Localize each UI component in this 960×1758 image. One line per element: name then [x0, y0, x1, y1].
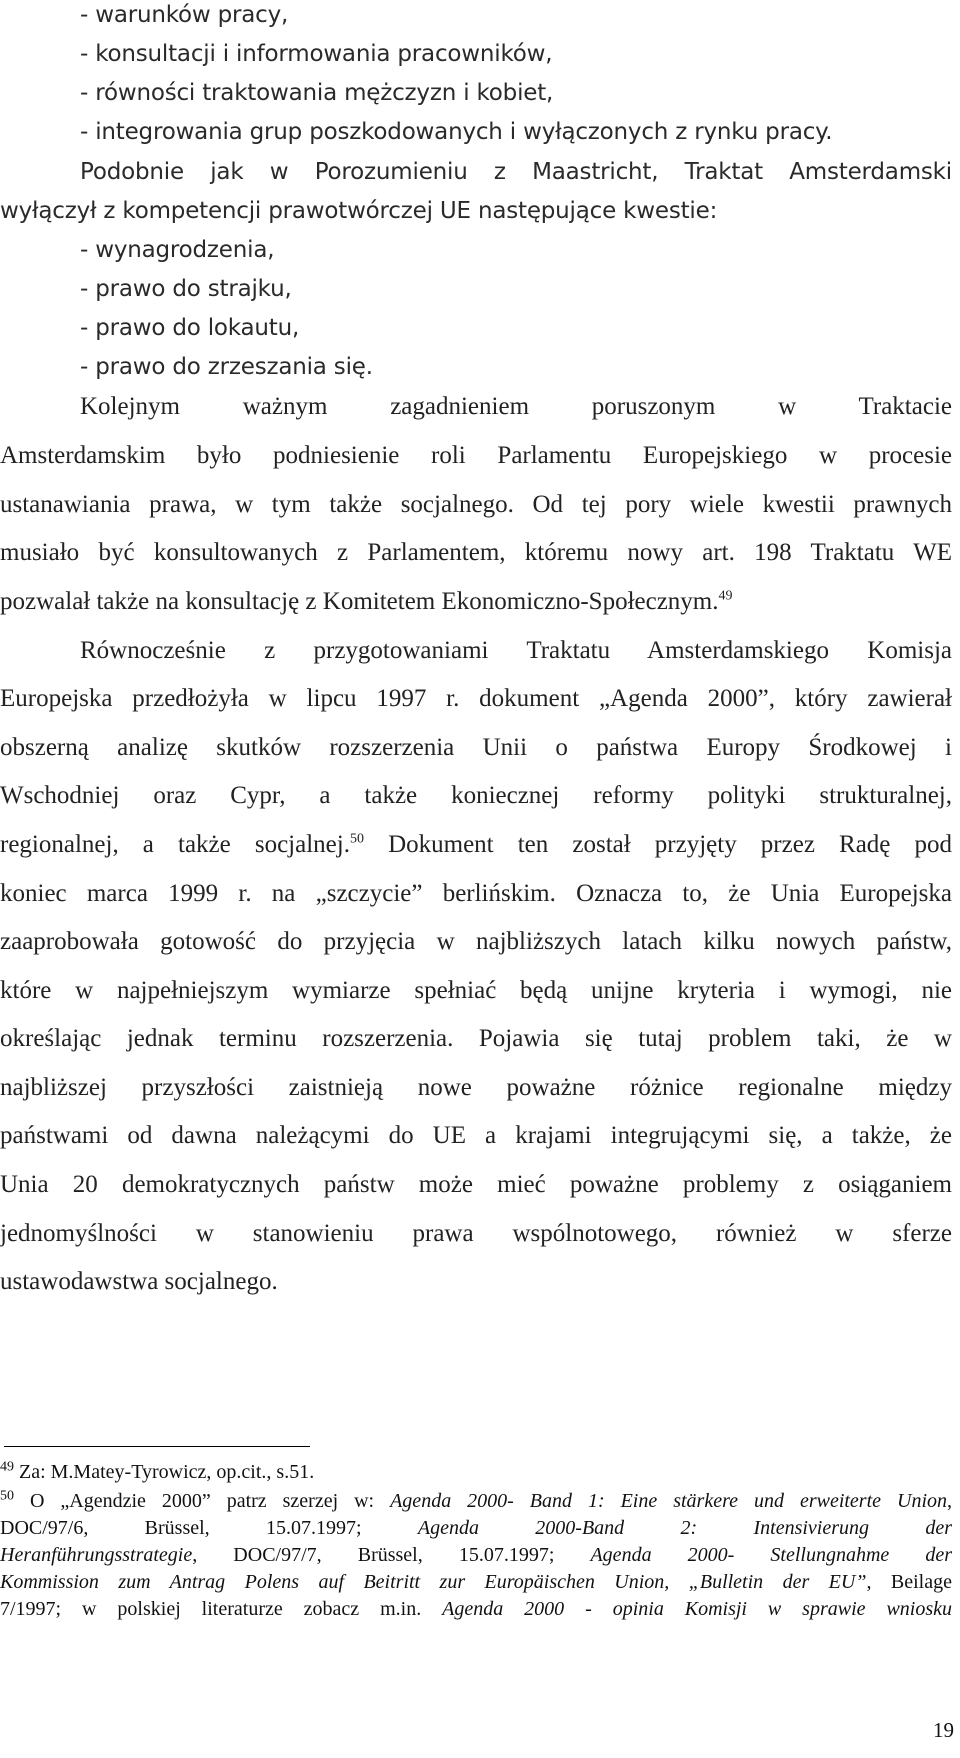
paragraph-line: jednomyślności w stanowieniu prawa wspólnotowego, również w sferze	[0, 1220, 952, 1247]
paragraph-line: Unia 20 demokratycznych państw może mieć poważne problemy z osiąganiem	[0, 1171, 952, 1198]
footnote-49	[0, 1460, 952, 1484]
paragraph-line: zaaprobowała gotowość do przyjęcia w najbliższych latach kilku nowych państw,	[0, 928, 952, 955]
paragraph-text: pozwalał także na konsultację z Komitetem Ekonomiczno-Społecznym.	[0, 588, 719, 615]
footnote-text: , Beilage	[866, 1571, 952, 1593]
footnote-text: O „Agendzie 2000” patrz szerzej w:	[14, 1490, 391, 1512]
footnote-text: , DOC/97/7, Brüssel, 15.07.1997;	[192, 1544, 591, 1566]
footnote-title: Kommission zum Antrag Polens auf Beitritt zur Europäischen Union, „Bulletin der EU”	[0, 1571, 867, 1593]
paragraph-line: Kolejnym ważnym zagadnieniem poruszonym w Traktacie	[80, 393, 952, 420]
footnote-number: 49	[0, 1459, 14, 1475]
list-item: - prawo do zrzeszania się.	[80, 354, 373, 380]
paragraph-line: ustawodawstwa socjalnego.	[0, 1268, 278, 1295]
paragraph-line: koniec marca 1999 r. na „szczycie” berlińskim. Oznacza to, że Unia Europejska	[0, 880, 952, 907]
footnote-title: Agenda 2000 - opinia Komisji w sprawie wniosku	[442, 1598, 953, 1620]
list-item: - prawo do lokautu,	[80, 315, 300, 341]
paragraph-line: określając jednak terminu rozszerzenia. Pojawia się tutaj problem taki, że w	[0, 1025, 952, 1052]
footnote-title: Agenda 2000- Band 1: Eine stärkere und erweiterte Union	[390, 1490, 947, 1512]
paragraph-line: Podobnie jak w Porozumieniu z Maastricht, Traktat Amsterdamski	[80, 159, 952, 185]
footnote-title: Agenda 2000- Stellungnahme der	[590, 1544, 953, 1566]
paragraph-line: ustanawiania prawa, w tym także socjalnego. Od tej pory wiele kwestii prawnych	[0, 491, 952, 518]
footnote-text: 7/1997; w polskiej literaturze zobacz m.in.	[0, 1598, 443, 1620]
footnote-number: 50	[0, 1488, 14, 1504]
paragraph-line	[0, 830, 952, 860]
paragraph-line: które w najpełniejszym wymiarze spełniać będą unijne kryteria i wymogi, nie	[0, 977, 952, 1004]
footnote-text: ,	[947, 1490, 952, 1512]
paragraph-line: obszerną analizę skutków rozszerzenia Unii o państwa Europy Środkowej i	[0, 734, 952, 761]
footnote-title: Agenda 2000-Band 2: Intensivierung der	[417, 1517, 952, 1539]
list-item: - integrowania grup poszkodowanych i wyłączonych z rynku pracy.	[80, 119, 833, 145]
list-item: - warunków pracy,	[80, 2, 289, 28]
footnote-ref: 50	[349, 831, 364, 847]
footnote-text: Za: M.Matey-Tyrowicz, op.cit., s.51.	[14, 1461, 315, 1483]
footnote-line	[0, 1570, 952, 1594]
paragraph-line: wyłączył z kompetencji prawotwórczej UE następujące kwestie:	[0, 198, 718, 224]
paragraph-line: musiało być konsultowanych z Parlamentem, któremu nowy art. 198 Traktatu WE	[0, 539, 952, 566]
paragraph-line: najbliższej przyszłości zaistnieją nowe poważne różnice regionalne między	[0, 1074, 952, 1101]
footnote-50	[0, 1489, 952, 1513]
list-item: - równości traktowania mężczyzn i kobiet,	[80, 80, 554, 106]
footnote-line	[0, 1516, 952, 1540]
paragraph-text: Dokument ten został przyjęty przez Radę pod	[363, 831, 952, 858]
paragraph-line: państwami od dawna należącymi do UE a krajami integrującymi się, a także, że	[0, 1122, 952, 1149]
list-item: - konsultacji i informowania pracowników,	[80, 41, 553, 67]
paragraph-line: Amsterdamskim było podniesienie roli Parlamentu Europejskiego w procesie	[0, 442, 952, 469]
paragraph-line: Europejska przedłożyła w lipcu 1997 r. dokument „Agenda 2000”, który zawierał	[0, 685, 952, 712]
footnote-separator	[4, 1446, 310, 1447]
footnote-line	[0, 1597, 952, 1621]
footnote-text: DOC/97/6, Brüssel, 15.07.1997;	[0, 1517, 418, 1539]
footnote-ref: 49	[718, 588, 733, 604]
footnote-title: Heranführungsstrategie	[0, 1544, 193, 1566]
paragraph-line: Wschodniej oraz Cypr, a także koniecznej reformy polityki strukturalnej,	[0, 782, 952, 809]
page-number: 19	[933, 1718, 954, 1742]
paragraph-line	[0, 587, 733, 617]
list-item: - prawo do strajku,	[80, 276, 292, 302]
list-item: - wynagrodzenia,	[80, 237, 275, 263]
paragraph-line: Równocześnie z przygotowaniami Traktatu Amsterdamskiego Komisja	[80, 637, 952, 664]
paragraph-text: regionalnej, a także socjalnej.	[0, 831, 350, 858]
footnote-line	[0, 1543, 952, 1567]
